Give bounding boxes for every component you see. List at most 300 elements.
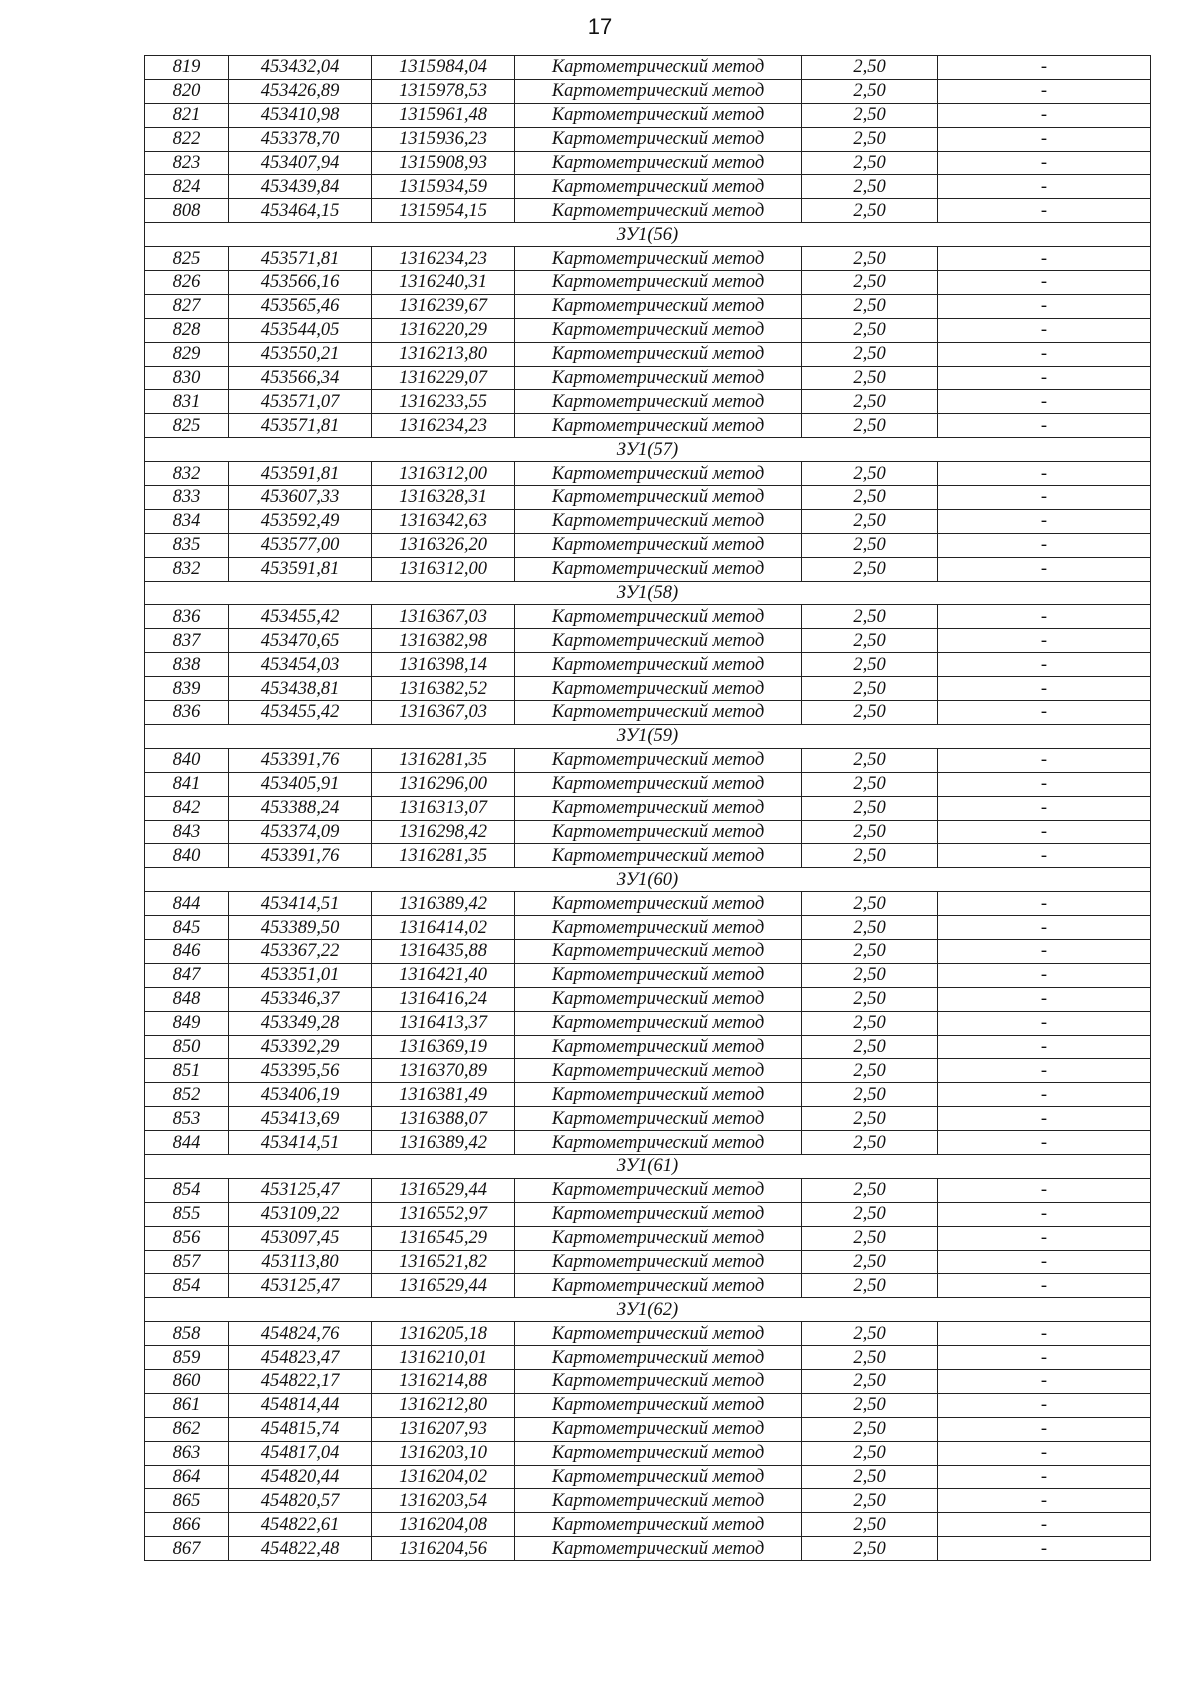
- description-cell: -: [938, 486, 1151, 510]
- table-row: [145, 629, 1151, 653]
- accuracy-cell: 2,50: [802, 1202, 938, 1226]
- group-header-row: [145, 1154, 1151, 1178]
- table-row: [145, 1226, 1151, 1250]
- accuracy-cell: 2,50: [802, 318, 938, 342]
- y-coordinate-cell: 1316388,07: [372, 1107, 515, 1131]
- x-coordinate-cell: 453571,81: [229, 247, 372, 271]
- accuracy-cell: 2,50: [802, 1537, 938, 1561]
- x-coordinate-cell: 453470,65: [229, 629, 372, 653]
- description-cell: -: [938, 56, 1151, 80]
- point-number-cell: 823: [145, 151, 229, 175]
- table-row: [145, 56, 1151, 80]
- method-cell: Картометрический метод: [515, 199, 802, 223]
- point-number-cell: 822: [145, 127, 229, 151]
- description-cell: -: [938, 1417, 1151, 1441]
- y-coordinate-cell: 1316205,18: [372, 1322, 515, 1346]
- x-coordinate-cell: 453455,42: [229, 701, 372, 725]
- y-coordinate-cell: 1316298,42: [372, 820, 515, 844]
- point-number-cell: 854: [145, 1178, 229, 1202]
- accuracy-cell: 2,50: [802, 772, 938, 796]
- y-coordinate-cell: 1316234,23: [372, 414, 515, 438]
- y-coordinate-cell: 1316382,52: [372, 677, 515, 701]
- accuracy-cell: 2,50: [802, 963, 938, 987]
- table-row: [145, 844, 1151, 868]
- method-cell: Картометрический метод: [515, 294, 802, 318]
- x-coordinate-cell: 453544,05: [229, 318, 372, 342]
- description-cell: -: [938, 1322, 1151, 1346]
- accuracy-cell: 2,50: [802, 1417, 938, 1441]
- table-row: [145, 390, 1151, 414]
- table-row: [145, 1202, 1151, 1226]
- x-coordinate-cell: 453432,04: [229, 56, 372, 80]
- description-cell: -: [938, 701, 1151, 725]
- method-cell: Картометрический метод: [515, 748, 802, 772]
- table-row: [145, 653, 1151, 677]
- y-coordinate-cell: 1316203,10: [372, 1441, 515, 1465]
- accuracy-cell: 2,50: [802, 820, 938, 844]
- method-cell: Картометрический метод: [515, 916, 802, 940]
- table-row: [145, 963, 1151, 987]
- accuracy-cell: 2,50: [802, 939, 938, 963]
- table-row: [145, 1513, 1151, 1537]
- accuracy-cell: 2,50: [802, 414, 938, 438]
- x-coordinate-cell: 453349,28: [229, 1011, 372, 1035]
- point-number-cell: 831: [145, 390, 229, 414]
- description-cell: -: [938, 1393, 1151, 1417]
- y-coordinate-cell: 1316529,44: [372, 1274, 515, 1298]
- table-row: [145, 199, 1151, 223]
- accuracy-cell: 2,50: [802, 1035, 938, 1059]
- description-cell: -: [938, 509, 1151, 533]
- description-cell: -: [938, 199, 1151, 223]
- group-header-row: [145, 1298, 1151, 1322]
- description-cell: -: [938, 963, 1151, 987]
- method-cell: Картометрический метод: [515, 701, 802, 725]
- x-coordinate-cell: 453577,00: [229, 533, 372, 557]
- accuracy-cell: 2,50: [802, 987, 938, 1011]
- description-cell: -: [938, 1346, 1151, 1370]
- point-number-cell: 866: [145, 1513, 229, 1537]
- y-coordinate-cell: 1316296,00: [372, 772, 515, 796]
- method-cell: Картометрический метод: [515, 1513, 802, 1537]
- y-coordinate-cell: 1316529,44: [372, 1178, 515, 1202]
- table-row: [145, 366, 1151, 390]
- method-cell: Картометрический метод: [515, 366, 802, 390]
- point-number-cell: 865: [145, 1489, 229, 1513]
- point-number-cell: 829: [145, 342, 229, 366]
- x-coordinate-cell: 454820,44: [229, 1465, 372, 1489]
- method-cell: Картометрический метод: [515, 1537, 802, 1561]
- method-cell: Картометрический метод: [515, 963, 802, 987]
- x-coordinate-cell: 453565,46: [229, 294, 372, 318]
- table-row: [145, 1107, 1151, 1131]
- accuracy-cell: 2,50: [802, 1011, 938, 1035]
- table-row: [145, 1274, 1151, 1298]
- accuracy-cell: 2,50: [802, 199, 938, 223]
- accuracy-cell: 2,50: [802, 677, 938, 701]
- table-row: [145, 342, 1151, 366]
- x-coordinate-cell: 453346,37: [229, 987, 372, 1011]
- method-cell: Картометрический метод: [515, 1226, 802, 1250]
- method-cell: Картометрический метод: [515, 1202, 802, 1226]
- point-number-cell: 840: [145, 844, 229, 868]
- y-coordinate-cell: 1316367,03: [372, 701, 515, 725]
- x-coordinate-cell: 454822,48: [229, 1537, 372, 1561]
- accuracy-cell: 2,50: [802, 1178, 938, 1202]
- table-row: [145, 701, 1151, 725]
- x-coordinate-cell: 453407,94: [229, 151, 372, 175]
- description-cell: -: [938, 629, 1151, 653]
- table-row: [145, 533, 1151, 557]
- description-cell: -: [938, 844, 1151, 868]
- description-cell: -: [938, 1059, 1151, 1083]
- description-cell: -: [938, 1537, 1151, 1561]
- accuracy-cell: 2,50: [802, 1369, 938, 1393]
- method-cell: Картометрический метод: [515, 653, 802, 677]
- method-cell: Картометрический метод: [515, 1393, 802, 1417]
- description-cell: -: [938, 1513, 1151, 1537]
- description-cell: -: [938, 1274, 1151, 1298]
- description-cell: -: [938, 796, 1151, 820]
- x-coordinate-cell: 454822,61: [229, 1513, 372, 1537]
- description-cell: -: [938, 1465, 1151, 1489]
- accuracy-cell: 2,50: [802, 1059, 938, 1083]
- y-coordinate-cell: 1316389,42: [372, 892, 515, 916]
- accuracy-cell: 2,50: [802, 1107, 938, 1131]
- point-number-cell: 853: [145, 1107, 229, 1131]
- x-coordinate-cell: 453351,01: [229, 963, 372, 987]
- description-cell: -: [938, 1369, 1151, 1393]
- x-coordinate-cell: 453395,56: [229, 1059, 372, 1083]
- point-number-cell: 852: [145, 1083, 229, 1107]
- y-coordinate-cell: 1316416,24: [372, 987, 515, 1011]
- x-coordinate-cell: 453405,91: [229, 772, 372, 796]
- y-coordinate-cell: 1316204,56: [372, 1537, 515, 1561]
- accuracy-cell: 2,50: [802, 1346, 938, 1370]
- accuracy-cell: 2,50: [802, 605, 938, 629]
- accuracy-cell: 2,50: [802, 342, 938, 366]
- point-number-cell: 834: [145, 509, 229, 533]
- point-number-cell: 837: [145, 629, 229, 653]
- method-cell: Картометрический метод: [515, 892, 802, 916]
- accuracy-cell: 2,50: [802, 103, 938, 127]
- accuracy-cell: 2,50: [802, 1322, 938, 1346]
- point-number-cell: 848: [145, 987, 229, 1011]
- group-header-row: [145, 724, 1151, 748]
- description-cell: -: [938, 342, 1151, 366]
- y-coordinate-cell: 1316210,01: [372, 1346, 515, 1370]
- x-coordinate-cell: 453566,34: [229, 366, 372, 390]
- method-cell: Картометрический метод: [515, 1059, 802, 1083]
- accuracy-cell: 2,50: [802, 701, 938, 725]
- table-row: [145, 1393, 1151, 1417]
- accuracy-cell: 2,50: [802, 1083, 938, 1107]
- point-number-cell: 838: [145, 653, 229, 677]
- description-cell: -: [938, 605, 1151, 629]
- accuracy-cell: 2,50: [802, 1393, 938, 1417]
- method-cell: Картометрический метод: [515, 103, 802, 127]
- x-coordinate-cell: 453391,76: [229, 844, 372, 868]
- y-coordinate-cell: 1316220,29: [372, 318, 515, 342]
- group-title: ЗУ1(61): [145, 1154, 1151, 1178]
- point-number-cell: 833: [145, 486, 229, 510]
- point-number-cell: 845: [145, 916, 229, 940]
- accuracy-cell: 2,50: [802, 1441, 938, 1465]
- accuracy-cell: 2,50: [802, 1274, 938, 1298]
- table-row: [145, 677, 1151, 701]
- description-cell: -: [938, 892, 1151, 916]
- y-coordinate-cell: 1316421,40: [372, 963, 515, 987]
- description-cell: -: [938, 557, 1151, 581]
- y-coordinate-cell: 1316435,88: [372, 939, 515, 963]
- method-cell: Картометрический метод: [515, 414, 802, 438]
- accuracy-cell: 2,50: [802, 844, 938, 868]
- description-cell: -: [938, 916, 1151, 940]
- x-coordinate-cell: 453566,16: [229, 271, 372, 295]
- method-cell: Картометрический метод: [515, 796, 802, 820]
- x-coordinate-cell: 453571,07: [229, 390, 372, 414]
- x-coordinate-cell: 453388,24: [229, 796, 372, 820]
- table-row: [145, 103, 1151, 127]
- description-cell: -: [938, 175, 1151, 199]
- point-number-cell: 861: [145, 1393, 229, 1417]
- method-cell: Картометрический метод: [515, 1465, 802, 1489]
- table-row: [145, 1059, 1151, 1083]
- accuracy-cell: 2,50: [802, 127, 938, 151]
- method-cell: Картометрический метод: [515, 1011, 802, 1035]
- table-row: [145, 127, 1151, 151]
- table-row: [145, 1178, 1151, 1202]
- point-number-cell: 841: [145, 772, 229, 796]
- y-coordinate-cell: 1316203,54: [372, 1489, 515, 1513]
- y-coordinate-cell: 1316240,31: [372, 271, 515, 295]
- description-cell: -: [938, 1441, 1151, 1465]
- y-coordinate-cell: 1316552,97: [372, 1202, 515, 1226]
- x-coordinate-cell: 453550,21: [229, 342, 372, 366]
- y-coordinate-cell: 1316234,23: [372, 247, 515, 271]
- table-row: [145, 772, 1151, 796]
- method-cell: Картометрический метод: [515, 271, 802, 295]
- y-coordinate-cell: 1316233,55: [372, 390, 515, 414]
- x-coordinate-cell: 453406,19: [229, 1083, 372, 1107]
- table-row: [145, 820, 1151, 844]
- y-coordinate-cell: 1315978,53: [372, 79, 515, 103]
- x-coordinate-cell: 453464,15: [229, 199, 372, 223]
- method-cell: Картометрический метод: [515, 342, 802, 366]
- point-number-cell: 859: [145, 1346, 229, 1370]
- method-cell: Картометрический метод: [515, 1131, 802, 1155]
- point-number-cell: 856: [145, 1226, 229, 1250]
- method-cell: Картометрический метод: [515, 605, 802, 629]
- group-title: ЗУ1(59): [145, 724, 1151, 748]
- table-row: [145, 1322, 1151, 1346]
- method-cell: Картометрический метод: [515, 247, 802, 271]
- accuracy-cell: 2,50: [802, 294, 938, 318]
- point-number-cell: 808: [145, 199, 229, 223]
- table-row: [145, 796, 1151, 820]
- description-cell: -: [938, 820, 1151, 844]
- method-cell: Картометрический метод: [515, 1107, 802, 1131]
- x-coordinate-cell: 453410,98: [229, 103, 372, 127]
- y-coordinate-cell: 1316312,00: [372, 557, 515, 581]
- accuracy-cell: 2,50: [802, 533, 938, 557]
- y-coordinate-cell: 1316545,29: [372, 1226, 515, 1250]
- method-cell: Картометрический метод: [515, 1489, 802, 1513]
- group-title: ЗУ1(56): [145, 223, 1151, 247]
- y-coordinate-cell: 1316521,82: [372, 1250, 515, 1274]
- description-cell: -: [938, 1226, 1151, 1250]
- point-number-cell: 839: [145, 677, 229, 701]
- point-number-cell: 821: [145, 103, 229, 127]
- x-coordinate-cell: 453571,81: [229, 414, 372, 438]
- method-cell: Картометрический метод: [515, 1417, 802, 1441]
- method-cell: Картометрический метод: [515, 56, 802, 80]
- x-coordinate-cell: 453414,51: [229, 1131, 372, 1155]
- accuracy-cell: 2,50: [802, 271, 938, 295]
- x-coordinate-cell: 453392,29: [229, 1035, 372, 1059]
- table-row: [145, 1250, 1151, 1274]
- method-cell: Картометрический метод: [515, 629, 802, 653]
- page-number: 17: [587, 14, 613, 39]
- point-number-cell: 824: [145, 175, 229, 199]
- point-number-cell: 846: [145, 939, 229, 963]
- point-number-cell: 860: [145, 1369, 229, 1393]
- description-cell: -: [938, 1202, 1151, 1226]
- accuracy-cell: 2,50: [802, 175, 938, 199]
- method-cell: Картометрический метод: [515, 772, 802, 796]
- x-coordinate-cell: 453591,81: [229, 557, 372, 581]
- table-row: [145, 318, 1151, 342]
- accuracy-cell: 2,50: [802, 748, 938, 772]
- y-coordinate-cell: 1315908,93: [372, 151, 515, 175]
- table-row: [145, 1465, 1151, 1489]
- point-number-cell: 836: [145, 605, 229, 629]
- table-row: [145, 987, 1151, 1011]
- description-cell: -: [938, 987, 1151, 1011]
- y-coordinate-cell: 1316312,00: [372, 462, 515, 486]
- method-cell: Картометрический метод: [515, 533, 802, 557]
- y-coordinate-cell: 1316214,88: [372, 1369, 515, 1393]
- coordinates-table: [144, 55, 1151, 1561]
- description-cell: -: [938, 1083, 1151, 1107]
- group-header-row: [145, 223, 1151, 247]
- x-coordinate-cell: 453125,47: [229, 1274, 372, 1298]
- accuracy-cell: 2,50: [802, 247, 938, 271]
- group-title: ЗУ1(57): [145, 438, 1151, 462]
- accuracy-cell: 2,50: [802, 390, 938, 414]
- description-cell: -: [938, 772, 1151, 796]
- method-cell: Картометрический метод: [515, 1346, 802, 1370]
- y-coordinate-cell: 1316367,03: [372, 605, 515, 629]
- point-number-cell: 827: [145, 294, 229, 318]
- group-header-row: [145, 581, 1151, 605]
- method-cell: Картометрический метод: [515, 1178, 802, 1202]
- method-cell: Картометрический метод: [515, 151, 802, 175]
- description-cell: -: [938, 1489, 1151, 1513]
- table-row: [145, 1537, 1151, 1561]
- accuracy-cell: 2,50: [802, 79, 938, 103]
- method-cell: Картометрический метод: [515, 318, 802, 342]
- method-cell: Картометрический метод: [515, 1369, 802, 1393]
- table-row: [145, 1441, 1151, 1465]
- point-number-cell: 844: [145, 1131, 229, 1155]
- y-coordinate-cell: 1316204,08: [372, 1513, 515, 1537]
- description-cell: -: [938, 1250, 1151, 1274]
- x-coordinate-cell: 453113,80: [229, 1250, 372, 1274]
- point-number-cell: 850: [145, 1035, 229, 1059]
- y-coordinate-cell: 1315984,04: [372, 56, 515, 80]
- point-number-cell: 867: [145, 1537, 229, 1561]
- point-number-cell: 819: [145, 56, 229, 80]
- table-row: [145, 605, 1151, 629]
- table-row: [145, 1489, 1151, 1513]
- x-coordinate-cell: 453378,70: [229, 127, 372, 151]
- accuracy-cell: 2,50: [802, 486, 938, 510]
- method-cell: Картометрический метод: [515, 127, 802, 151]
- y-coordinate-cell: 1316398,14: [372, 653, 515, 677]
- x-coordinate-cell: 454820,57: [229, 1489, 372, 1513]
- y-coordinate-cell: 1315934,59: [372, 175, 515, 199]
- table-row: [145, 892, 1151, 916]
- table-row: [145, 175, 1151, 199]
- accuracy-cell: 2,50: [802, 1465, 938, 1489]
- point-number-cell: 863: [145, 1441, 229, 1465]
- y-coordinate-cell: 1316229,07: [372, 366, 515, 390]
- table-row: [145, 939, 1151, 963]
- method-cell: Картометрический метод: [515, 390, 802, 414]
- y-coordinate-cell: 1316413,37: [372, 1011, 515, 1035]
- description-cell: -: [938, 318, 1151, 342]
- point-number-cell: 847: [145, 963, 229, 987]
- point-number-cell: 843: [145, 820, 229, 844]
- accuracy-cell: 2,50: [802, 1131, 938, 1155]
- description-cell: -: [938, 653, 1151, 677]
- y-coordinate-cell: 1316381,49: [372, 1083, 515, 1107]
- point-number-cell: 835: [145, 533, 229, 557]
- point-number-cell: 844: [145, 892, 229, 916]
- x-coordinate-cell: 453391,76: [229, 748, 372, 772]
- y-coordinate-cell: 1316389,42: [372, 1131, 515, 1155]
- x-coordinate-cell: 454823,47: [229, 1346, 372, 1370]
- table-row: [145, 462, 1151, 486]
- method-cell: Картометрический метод: [515, 1322, 802, 1346]
- table-row: [145, 1011, 1151, 1035]
- accuracy-cell: 2,50: [802, 916, 938, 940]
- description-cell: -: [938, 1131, 1151, 1155]
- y-coordinate-cell: 1316239,67: [372, 294, 515, 318]
- table-row: [145, 151, 1151, 175]
- method-cell: Картометрический метод: [515, 987, 802, 1011]
- x-coordinate-cell: 453439,84: [229, 175, 372, 199]
- x-coordinate-cell: 454822,17: [229, 1369, 372, 1393]
- x-coordinate-cell: 453454,03: [229, 653, 372, 677]
- method-cell: Картометрический метод: [515, 1441, 802, 1465]
- point-number-cell: 825: [145, 247, 229, 271]
- description-cell: -: [938, 271, 1151, 295]
- x-coordinate-cell: 453413,69: [229, 1107, 372, 1131]
- x-coordinate-cell: 453125,47: [229, 1178, 372, 1202]
- point-number-cell: 840: [145, 748, 229, 772]
- point-number-cell: 836: [145, 701, 229, 725]
- group-title: ЗУ1(58): [145, 581, 1151, 605]
- group-title: ЗУ1(62): [145, 1298, 1151, 1322]
- method-cell: Картометрический метод: [515, 462, 802, 486]
- x-coordinate-cell: 453097,45: [229, 1226, 372, 1250]
- y-coordinate-cell: 1316326,20: [372, 533, 515, 557]
- description-cell: -: [938, 1178, 1151, 1202]
- y-coordinate-cell: 1316212,80: [372, 1393, 515, 1417]
- x-coordinate-cell: 453438,81: [229, 677, 372, 701]
